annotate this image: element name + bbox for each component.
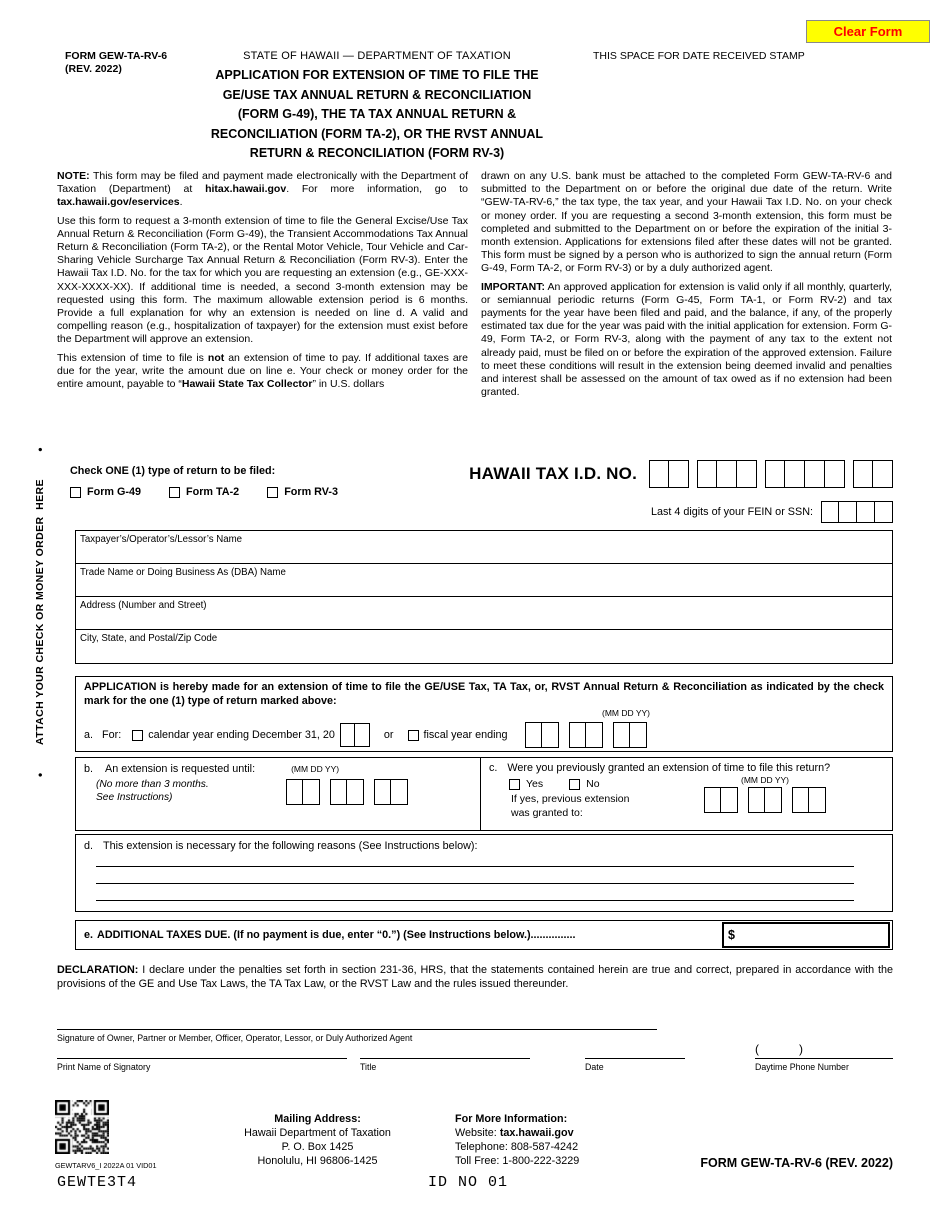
line-a-label: a. <box>84 729 94 741</box>
line-d-label: d. <box>84 840 94 852</box>
additional-taxes-due-text: ADDITIONAL TAXES DUE. (If no payment is due, enter “0.”) (See Instructions below.) <box>97 929 531 941</box>
qr-canvas <box>55 1100 109 1154</box>
entry-cell-group[interactable] <box>525 722 559 748</box>
entry-cell[interactable] <box>697 460 717 488</box>
mailing-address-line: P. O. Box 1425 <box>281 1141 354 1153</box>
print-name-input-line[interactable] <box>57 1058 347 1059</box>
entry-cell-group[interactable] <box>792 787 826 813</box>
entry-cell-group[interactable] <box>613 722 647 748</box>
form-ta2-label: Form TA-2 <box>186 486 240 498</box>
fiscal-year-label: fiscal year ending <box>423 729 508 741</box>
fiscal-year-date-input[interactable] <box>525 722 647 748</box>
attach-check-sidebar <box>30 447 50 777</box>
clear-form-button[interactable]: Clear Form <box>806 20 930 43</box>
form-rv3-checkbox[interactable] <box>267 487 278 498</box>
entry-cell[interactable] <box>330 779 347 805</box>
instructions-left-column: NOTE: This form may be filed and payment made electronically with the Department of Taxation (Department) at hitax.hawaii.gov. For more information, go to tax.hawaii.gov/eservices. Use this form to request a 3-month extension of time to file the General Excise/Use Tax Annual Return & Reconciliation (Form G-49), the Transient Accommodations Tax Annual Return & Reconciliation (Form TA-2), or the Rental Motor Vehicle, Tour Vehicle and Car-Sharing Vehicle Surcharge Tax Annual Return & Reconciliation (Form RV-3). Enter the Hawaii Tax I.D. No. for the tax for which you are requesting an extension (e.g., GE-XXX-XXX-XXXX-XX). If additional time is needed, a second 3-month extension may be requested using this form. The maximum allowable extension period is 6 months. Provide a full explanation for why an extension is needed on line d. A valid and compelling reason (e.g., hospitalization of taxpayer) for the extension must exist before the Department will approve an extension. This extension of time to file is not an extension of time to pay. If additional taxes are due for the year, write the amount due on line e. Your check or money order for the entire amount, payable to “Hawaii State Tax Collector” in U.S. dollars <box>57 170 468 391</box>
entry-cell[interactable] <box>805 460 825 488</box>
website-label: Website: <box>455 1127 497 1139</box>
form-rv3-option[interactable] <box>267 486 338 498</box>
fein-section <box>651 501 893 523</box>
line-c-body <box>481 774 892 820</box>
entry-cell[interactable] <box>737 460 757 488</box>
line-b-section <box>76 758 481 830</box>
entry-cell[interactable] <box>704 787 721 813</box>
barcode-id: GEWTARV6_I 2022A 01 VID01 <box>55 1161 157 1170</box>
line-e-section <box>75 920 893 950</box>
line-b-body <box>76 775 480 805</box>
instructions-right-column: drawn on any U.S. bank must be attached to the completed Form GEW-TA-RV-6 and submitted to the Department on or before the original due date of the return. Write “GEW-TA-RV-6,” the tax type, the tax year, and your Hawaii Tax I.D. No. on your check or money order. If you are requesting a second 3-month extension, this form must be completed and submitted to the Department on or before the expiration of the initial 3-month extension. Applications for extensions filed after these dates will not be granted. This form must be signed by a person who is authorized to sign the annual return (Form G-49, Form TA-2, or Form RV-3) or by a duly authorized agent. IMPORTANT: An approved application for extension is valid only if all monthly, quarterly, or semiannual periodic returns (Form G-45, Form TA-1, or Form RV-2) and tax payments for the year have been filed and paid, and the balance, if any, of the properly estimated tax due for the year was paid with the initial application for extension. Form G-49, Form TA-2, or Form RV-3, along with the payment of any tax to the extent not already paid, must be filed on or before the expiration of the approved extension. Failure to meet these conditions will result in the extension being deemed invalid and penalties and interest shall be assessed on the amount of tax owed as if no extension had been granted. <box>481 170 892 399</box>
line-d-section <box>75 834 893 912</box>
entry-cell[interactable] <box>613 722 630 748</box>
dba-name-field[interactable] <box>76 564 892 597</box>
print-name-label: Print Name of Signatory <box>57 1062 151 1072</box>
line-b-note-line2: See Instructions) <box>96 792 173 803</box>
entry-cell[interactable] <box>839 501 857 523</box>
return-type-prompt: Check ONE (1) type of return to be filed: <box>70 465 276 477</box>
entry-cell[interactable] <box>649 460 669 488</box>
entry-cell[interactable] <box>721 787 738 813</box>
phone-area-code-parentheses: ( ) <box>755 1042 803 1056</box>
form-ta2-option[interactable] <box>169 486 239 498</box>
line-b-c-section <box>75 757 893 831</box>
entry-cell[interactable] <box>825 460 845 488</box>
reason-input-line[interactable] <box>96 866 854 867</box>
taxpayer-name-field[interactable] <box>76 531 892 564</box>
application-statement: APPLICATION is hereby made for an extension of time to file the GE/USE Tax, TA Tax, or, RVST Annual Return & Reconciliation as indicated by the check mark for the one (1) type of return marked above: <box>84 681 884 707</box>
yes-label: Yes <box>526 778 544 790</box>
entry-cell[interactable] <box>303 779 320 805</box>
bullet-icon: • <box>33 447 47 452</box>
form-rv3-label: Form RV-3 <box>284 486 338 498</box>
footer-form-id: FORM GEW-TA-RV-6 (REV. 2022) <box>700 1156 893 1170</box>
instructions <box>57 170 893 404</box>
no-label: No <box>586 778 600 790</box>
qr-block <box>55 1100 157 1170</box>
entry-cell-group[interactable] <box>340 723 370 747</box>
line-b-head <box>76 758 480 775</box>
date-received-stamp-note: THIS SPACE FOR DATE RECEIVED STAMP <box>593 50 805 62</box>
signature-input-line[interactable] <box>57 1005 657 1030</box>
line-c-left <box>511 775 629 820</box>
extension-date-format-hint: (MM DD YY) <box>291 764 340 774</box>
previous-extension-yes-checkbox[interactable] <box>509 779 520 790</box>
entry-cell[interactable] <box>853 460 873 488</box>
title-field <box>360 1058 530 1072</box>
id-number: ID NO 01 <box>428 1174 509 1191</box>
entry-cell[interactable] <box>391 779 408 805</box>
extension-date-input[interactable] <box>286 779 408 805</box>
entry-cell[interactable] <box>374 779 391 805</box>
entry-cell[interactable] <box>785 460 805 488</box>
calendar-year-input[interactable] <box>340 723 370 747</box>
line-d-text: This extension is necessary for the following reasons (See Instructions below): <box>103 840 478 852</box>
hawaii-tax-id-label: HAWAII TAX I.D. NO. <box>469 464 637 483</box>
calendar-year-checkbox[interactable] <box>132 730 143 741</box>
entry-cell[interactable] <box>857 501 875 523</box>
entry-cell-group[interactable] <box>697 460 757 488</box>
previous-extension-date-input[interactable] <box>704 787 826 813</box>
entry-cell-group[interactable] <box>374 779 408 805</box>
mailing-address-line: Honolulu, HI 96806-1425 <box>257 1155 378 1167</box>
date-field <box>585 1058 685 1072</box>
qr-code <box>55 1100 157 1157</box>
previous-extension-no-checkbox[interactable] <box>569 779 580 790</box>
entry-cell[interactable] <box>765 787 782 813</box>
form-ta2-checkbox[interactable] <box>169 487 180 498</box>
line-c-question: Were you previously granted an extension of time to file this return? <box>507 762 831 774</box>
form-g49-checkbox[interactable] <box>70 487 81 498</box>
form-number-line2: (REV. 2022) <box>65 63 122 75</box>
fiscal-date-format-hint: (MM DD YY) <box>602 708 651 718</box>
hawaii-tax-id-section <box>469 460 893 488</box>
entry-cell-group[interactable] <box>330 779 364 805</box>
date-input-line[interactable] <box>585 1058 685 1059</box>
telephone-line: Telephone: 808-587-4242 <box>455 1141 579 1153</box>
print-name-field <box>57 1058 347 1072</box>
entry-cell[interactable] <box>340 723 355 747</box>
fein-input[interactable] <box>821 501 893 523</box>
if-yes-line2: was granted to: <box>511 807 583 819</box>
entry-cell[interactable] <box>748 787 765 813</box>
taxpayer-info-table <box>75 530 893 664</box>
mailing-address-heading: Mailing Address: <box>274 1113 361 1125</box>
more-information-heading: For More Information: <box>455 1113 568 1125</box>
return-type-options <box>70 486 338 498</box>
city-state-zip-label: City, State, and Postal/Zip Code <box>80 633 218 644</box>
form-number <box>65 50 177 164</box>
entry-cell[interactable] <box>355 723 370 747</box>
dotted-leader: ............... <box>530 929 576 941</box>
entry-cell[interactable] <box>586 722 603 748</box>
line-c-head <box>481 758 892 774</box>
entry-cell[interactable] <box>669 460 689 488</box>
fein-label: Last 4 digits of your FEIN or SSN: <box>650 506 813 518</box>
attach-check-label: ATTACH YOUR CHECK OR MONEY ORDER HERE <box>34 479 46 745</box>
form-number-line1: FORM GEW-TA-RV-6 <box>65 50 168 62</box>
entry-cell[interactable] <box>717 460 737 488</box>
dollar-sign: $ <box>728 928 735 942</box>
additional-taxes-amount-input[interactable] <box>722 922 890 948</box>
reason-input-line[interactable] <box>96 883 854 884</box>
form-g49-option[interactable] <box>70 486 141 498</box>
line-b-label: b. <box>84 763 94 775</box>
line-d-head <box>76 835 892 852</box>
entry-cell-group[interactable] <box>286 779 320 805</box>
signature-label: Signature of Owner, Partner or Member, Officer, Operator, Lessor, or Duly Authorized Agent <box>57 1033 413 1043</box>
title-input-line[interactable] <box>360 1058 530 1059</box>
line-c-right <box>704 775 826 820</box>
form-header <box>65 50 893 164</box>
declaration: DECLARATION: I declare under the penalties set forth in section 231-36, HRS, that the statements contained herein are true and correct, prepared in accordance with the provisions of the GE and Use Tax Laws, the TA Tax Law, or the RVST Law and the rules issued thereunder. <box>57 964 893 990</box>
previous-extension-date-format-hint: (MM DD YY) <box>740 775 789 785</box>
entry-cell[interactable] <box>525 722 542 748</box>
line-a <box>76 722 892 748</box>
signatory-details-row <box>57 1042 893 1072</box>
entry-cell[interactable] <box>792 787 809 813</box>
document-code: GEWTE3T4 <box>57 1174 138 1191</box>
calendar-year-label: calendar year ending December 31, 20 <box>148 729 335 741</box>
reason-input-line[interactable] <box>96 900 854 901</box>
hawaii-tax-id-input[interactable] <box>649 460 893 488</box>
phone-label: Daytime Phone Number <box>755 1062 849 1072</box>
address-field[interactable] <box>76 597 892 630</box>
date-label: Date <box>585 1062 604 1072</box>
entry-cell[interactable] <box>821 501 839 523</box>
website-line <box>455 1126 579 1140</box>
dba-name-label: Trade Name or Doing Business As (DBA) Name <box>80 567 286 578</box>
for-label: For: <box>102 729 122 741</box>
mailing-address-line: Hawaii Department of Taxation <box>244 1127 391 1139</box>
title-label: Title <box>360 1062 377 1072</box>
line-b-note-line1: (No more than 3 months. <box>96 779 209 790</box>
line-e-label: e. <box>84 929 94 941</box>
entry-cell-group[interactable] <box>704 787 738 813</box>
line-c-section <box>481 758 892 830</box>
entry-cell[interactable] <box>347 779 364 805</box>
more-information-block <box>455 1112 579 1168</box>
line-b-text: An extension is requested until: <box>105 763 256 775</box>
line-b-note <box>96 778 209 805</box>
form-title-block <box>177 50 577 164</box>
taxpayer-name-label: Taxpayer’s/Operator’s/Lessor’s Name <box>80 534 243 545</box>
tollfree-line: Toll Free: 1-800-222-3229 <box>455 1155 580 1167</box>
fiscal-year-checkbox[interactable] <box>408 730 419 741</box>
entry-cell-group[interactable] <box>853 460 893 488</box>
entry-cell[interactable] <box>809 787 826 813</box>
entry-cell[interactable] <box>542 722 559 748</box>
address-label: Address (Number and Street) <box>80 600 207 611</box>
agency-name: STATE OF HAWAII — DEPARTMENT OF TAXATION <box>243 50 511 62</box>
entry-cell[interactable] <box>630 722 647 748</box>
entry-cell-group[interactable] <box>748 787 782 813</box>
or-label: or <box>383 729 394 741</box>
line-e-text <box>84 929 576 941</box>
entry-cell-group[interactable] <box>569 722 603 748</box>
entry-cell-group[interactable] <box>821 501 893 523</box>
bullet-icon: • <box>33 772 47 777</box>
form-g49-label: Form G-49 <box>87 486 141 498</box>
phone-input-line[interactable] <box>755 1058 893 1059</box>
phone-field <box>755 1042 893 1072</box>
mailing-address-block <box>215 1112 420 1168</box>
return-type-section <box>70 465 338 498</box>
line-c-label: c. <box>489 762 498 774</box>
entry-cell[interactable] <box>569 722 586 748</box>
yes-no-row <box>509 777 629 791</box>
entry-cell[interactable] <box>765 460 785 488</box>
city-state-zip-field[interactable] <box>76 630 892 663</box>
form-title: APPLICATION FOR EXTENSION OF TIME TO FILE THE GE/USE TAX ANNUAL RETURN & RECONCILIATION (FORM G-49), THE TA TAX ANNUAL RETURN & RECONCILIATION (FORM TA-2), OR THE RVST ANNUAL RETURN & RECONCILIATION (FORM RV-3) <box>210 68 544 160</box>
website-url: tax.hawaii.gov <box>499 1127 574 1139</box>
entry-cell[interactable] <box>875 501 893 523</box>
entry-cell[interactable] <box>286 779 303 805</box>
entry-cell-group[interactable] <box>649 460 689 488</box>
entry-cell[interactable] <box>873 460 893 488</box>
if-yes-line1: If yes, previous extension <box>511 793 630 805</box>
entry-cell-group[interactable] <box>765 460 845 488</box>
application-section <box>75 676 893 752</box>
